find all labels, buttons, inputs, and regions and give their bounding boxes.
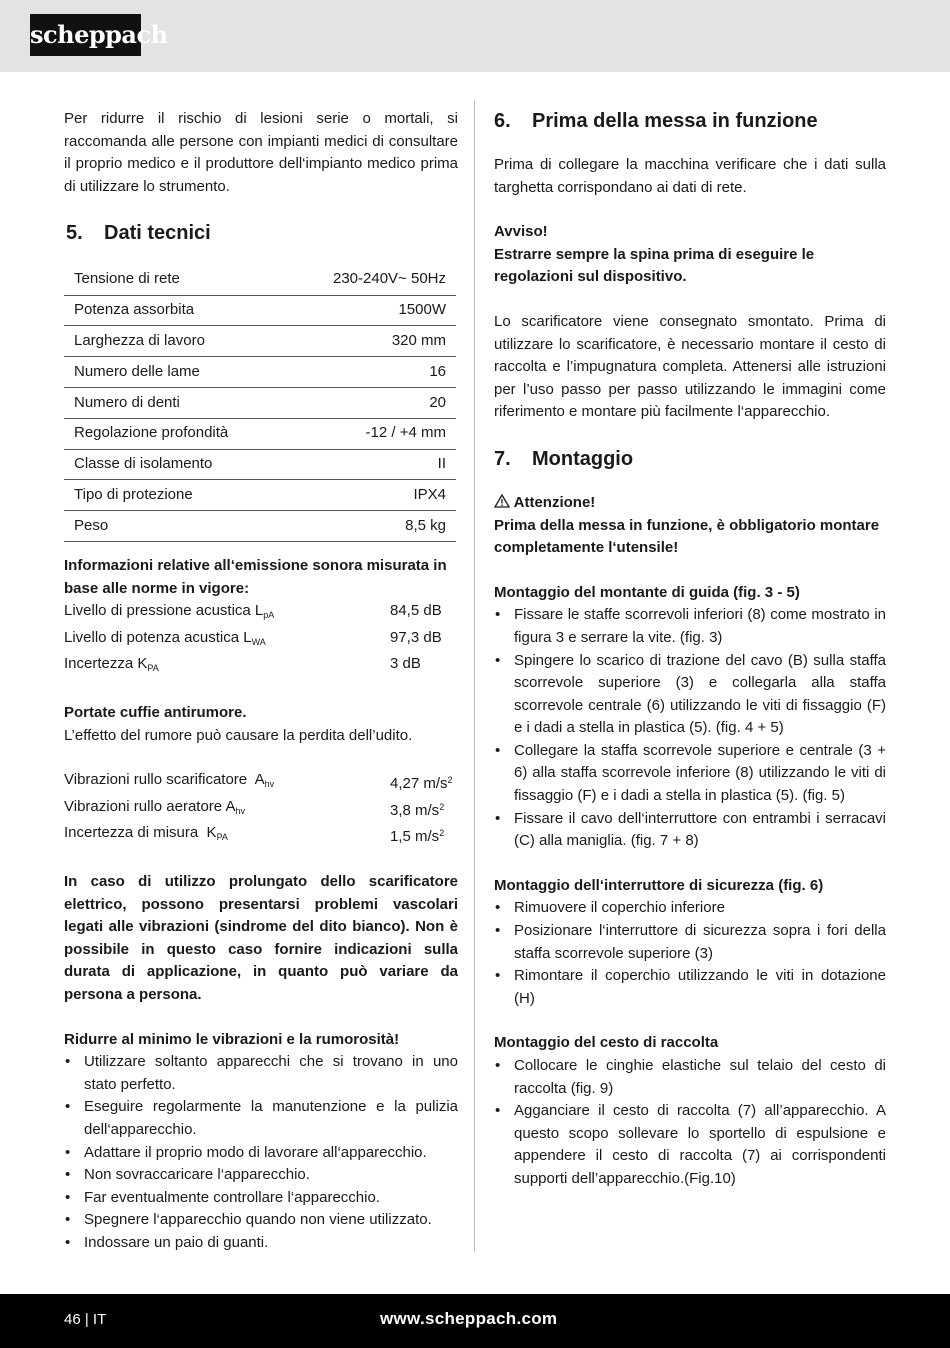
vibration-label-text: Vibrazioni rullo scarificatore A xyxy=(64,771,265,789)
assembly-guide-heading: Montaggio del montante di guida (fig. 3 - 5) xyxy=(494,583,800,601)
section-title: Prima della messa in funzione xyxy=(532,110,818,132)
column-divider xyxy=(474,100,475,1252)
vibration-value xyxy=(390,769,460,796)
vibration-label-subscript: hv xyxy=(264,779,275,790)
spec-value: 20 xyxy=(286,388,456,419)
noise-value: 3 dB xyxy=(390,655,421,673)
reduce-list-item: • Indossare un paio di guanti. xyxy=(64,1232,458,1255)
delivery-text: Lo scarificatore viene consegnato smontato. Prima di utilizzare lo scarificatore, è necessario montare il cesto di raccolta e l’impugnatura completa. Attenersi alle istruzioni per l’uso passo per passo utilizzando le immagini come riferimento e montare più facilmente l‘apparecchio. xyxy=(494,312,886,421)
vibration-unit-exponent: 2 xyxy=(447,775,453,786)
spec-value: 1500W xyxy=(286,295,456,326)
scheppach-logo: scheppach xyxy=(30,14,141,56)
noise-label-subscript: WA xyxy=(251,636,266,647)
page-number: 46 | IT xyxy=(64,1311,107,1328)
spec-label: Tipo di protezione xyxy=(64,480,286,511)
section-6-heading xyxy=(494,108,886,134)
assembly-basket-list xyxy=(494,1055,886,1191)
spec-row xyxy=(64,295,456,326)
specs-table xyxy=(64,264,456,542)
reduce-list-item: • Utilizzare soltanto apparecchi che si trovano in uno stato perfetto. xyxy=(64,1051,458,1096)
vibration-label-subscript: PA xyxy=(216,832,228,843)
vibration-row xyxy=(64,769,458,796)
assembly-switch-heading: Montaggio dell‘interruttore di sicurezza (fig. 6) xyxy=(494,876,824,894)
assembly-guide-item: • Spingere lo scarico di trazione del cavo (B) sulla staffa scorrevole superiore (3) e collegarla alla staffa scorrevole centrale (6) utilizzando le viti di fissaggio (F) e i dadi a stella in plastica (5). (fig. 4 + 5) xyxy=(494,650,886,740)
spec-label: Larghezza di lavoro xyxy=(64,326,286,357)
vibration-value xyxy=(390,796,460,823)
spec-row xyxy=(64,511,456,542)
assembly-switch-item: • Rimontare il coperchio utilizzando le viti in dotazione (H) xyxy=(494,965,886,1010)
spec-value: 320 mm xyxy=(286,326,456,357)
noise-heading: Informazioni relative all‘emissione sonora misurata in base alle norme in vigore: xyxy=(64,557,447,597)
vibration-label xyxy=(64,822,390,849)
reduce-heading: Ridurre al minimo le vibrazioni e la rumorosità! xyxy=(64,1030,400,1048)
vibration-label-text: Vibrazioni rullo aeratore A xyxy=(64,797,236,815)
noise-label-text: Livello di potenza acustica L xyxy=(64,628,252,646)
spec-label: Tensione di rete xyxy=(64,264,286,295)
vibration-value xyxy=(390,822,460,849)
spec-row xyxy=(64,480,456,511)
reduce-list-item: • Adattare il proprio modo di lavorare all‘apparecchio. xyxy=(64,1142,458,1165)
assembly-basket-item: • Collocare le cinghie elastiche sul telaio del cesto di raccolta (fig. 9) xyxy=(494,1055,886,1100)
spec-value: 230-240V~ 50Hz xyxy=(286,264,456,295)
noise-row xyxy=(64,627,458,654)
attention-label: Attenzione! xyxy=(513,493,596,511)
vibration-label xyxy=(64,796,390,823)
noise-label xyxy=(64,627,390,654)
reduce-list xyxy=(64,1051,458,1254)
vibration-value-text: 3,8 m/s xyxy=(390,801,440,819)
assembly-switch-list xyxy=(494,897,886,1010)
spec-row xyxy=(64,357,456,388)
spec-row xyxy=(64,326,456,357)
vibration-label-text: Incertezza di misura K xyxy=(64,824,217,842)
assembly-guide-list xyxy=(494,604,886,853)
spec-label: Numero di denti xyxy=(64,388,286,419)
section-title: Dati tecnici xyxy=(104,222,211,245)
section-number: 7. xyxy=(494,447,511,470)
vibration-label xyxy=(64,769,390,796)
vibration-unit-exponent: 2 xyxy=(439,801,445,812)
website-link[interactable]: www.scheppach.com xyxy=(380,1309,558,1328)
spec-row xyxy=(64,449,456,480)
noise-label-text: Livello di pressione acustica L xyxy=(64,602,264,620)
intro-paragraph: Per ridurre il rischio di lesioni serie o mortali, si raccomanda alle persone con impianti medici di consultare il proprio medico e il produttore dell‘impianto medico prima di utilizzare lo strumento. xyxy=(64,110,458,195)
assembly-guide-item: • Fissare il cavo dell‘interruttore con entrambi i serracavi (C) alla maniglia. (fig. 7 + 8) xyxy=(494,808,886,853)
assembly-switch-item: • Posizionare l‘interruttore di sicurezza sopra i fori della staffa scorrevole superiore (3) xyxy=(494,920,886,965)
vibration-values xyxy=(64,769,458,849)
right-column xyxy=(494,108,886,1191)
section-number: 6. xyxy=(494,110,511,132)
section-7-heading xyxy=(494,446,886,472)
spec-value: IPX4 xyxy=(286,480,456,511)
noise-label xyxy=(64,653,390,680)
assembly-basket-heading: Montaggio del cesto di raccolta xyxy=(494,1034,719,1052)
spec-row xyxy=(64,418,456,449)
spec-label: Potenza assorbita xyxy=(64,295,286,326)
warning-triangle-icon xyxy=(494,494,510,508)
noise-label-subscript: pA xyxy=(263,610,275,621)
page-header xyxy=(0,0,950,72)
spec-label: Classe di isolamento xyxy=(64,449,286,480)
vibration-unit-exponent: 2 xyxy=(439,828,445,839)
noise-row xyxy=(64,653,458,680)
attention-text: Prima della messa in funzione, è obbligatorio montare completamente l‘utensile! xyxy=(494,516,880,557)
noise-value: 97,3 dB xyxy=(390,628,442,646)
noise-row xyxy=(64,600,458,627)
vibration-value-text: 4,27 m/s xyxy=(390,775,448,793)
spec-value: -12 / +4 mm xyxy=(286,418,456,449)
ear-protection-text: L’effetto del rumore può causare la perdita dell’udito. xyxy=(64,726,413,744)
spec-value: 16 xyxy=(286,357,456,388)
vibration-value-text: 1,5 m/s xyxy=(390,828,440,846)
noise-label xyxy=(64,600,390,627)
reduce-list-item: • Eseguire regolarmente la manutenzione e la pulizia dell‘apparecchio. xyxy=(64,1096,458,1141)
spec-row xyxy=(64,388,456,419)
noise-values xyxy=(64,600,458,680)
page-footer xyxy=(0,1294,950,1348)
attention-label-line xyxy=(494,492,886,515)
noise-label-subscript: PA xyxy=(147,663,159,674)
noise-value: 84,5 dB xyxy=(390,602,442,620)
avviso-label: Avviso! xyxy=(494,223,548,241)
spec-value: 8,5 kg xyxy=(286,511,456,542)
vibration-row xyxy=(64,822,458,849)
reduce-list-item: • Spegnere l‘apparecchio quando non viene utilizzato. xyxy=(64,1209,458,1232)
noise-label-text: Incertezza K xyxy=(64,655,148,673)
section-title: Montaggio xyxy=(532,447,634,470)
assembly-basket-item: • Agganciare il cesto di raccolta (7) all’apparecchio. A questo scopo sollevare lo sportello di espulsione e appendere il cesto di raccolta (7) ai corrispondenti supporti dell’apparecchio.(Fig.10) xyxy=(494,1100,886,1190)
section-6-text: Prima di collegare la macchina verificare che i dati sulla targhetta corrispondano ai dati di rete. xyxy=(494,156,886,196)
ear-protection-label: Portate cuffie antirumore. xyxy=(64,704,247,722)
left-column xyxy=(64,108,458,1254)
spec-label: Numero delle lame xyxy=(64,357,286,388)
reduce-list-item: • Far eventualmente controllare l‘apparecchio. xyxy=(64,1187,458,1210)
assembly-guide-item: • Collegare la staffa scorrevole superiore e centrale (3 + 6) alla staffa scorrevole inferiore (8) utilizzando le viti di fissaggio (F) e i dadi a stella in plastica (5). (fig. 5) xyxy=(494,740,886,808)
vibration-warning: In caso di utilizzo prolungato dello scarificatore elettrico, possono presentarsi problemi vascolari legati alle vibrazioni (sindrome del dito bianco). Non è possibile in questo caso fornire indicazioni sulla durata di applicazione, in quanto può variare da persona a persona. xyxy=(64,872,458,1003)
vibration-row xyxy=(64,796,458,823)
section-5-heading xyxy=(66,220,458,246)
assembly-switch-item: • Rimuovere il coperchio inferiore xyxy=(494,897,886,920)
avviso-text: Estrarre sempre la spina prima di eseguire le regolazioni sul dispositivo. xyxy=(494,245,815,286)
section-number: 5. xyxy=(66,222,83,245)
vibration-label-subscript: hv xyxy=(235,805,246,816)
spec-label: Regolazione profondità xyxy=(64,418,286,449)
assembly-guide-item: • Fissare le staffe scorrevoli inferiori (8) come mostrato in figura 3 e serrare la vite. (fig. 3) xyxy=(494,604,886,649)
spec-label: Peso xyxy=(64,511,286,542)
spec-row xyxy=(64,264,456,295)
spec-value: II xyxy=(286,449,456,480)
reduce-list-item: • Non sovraccaricare l‘apparecchio. xyxy=(64,1164,458,1187)
